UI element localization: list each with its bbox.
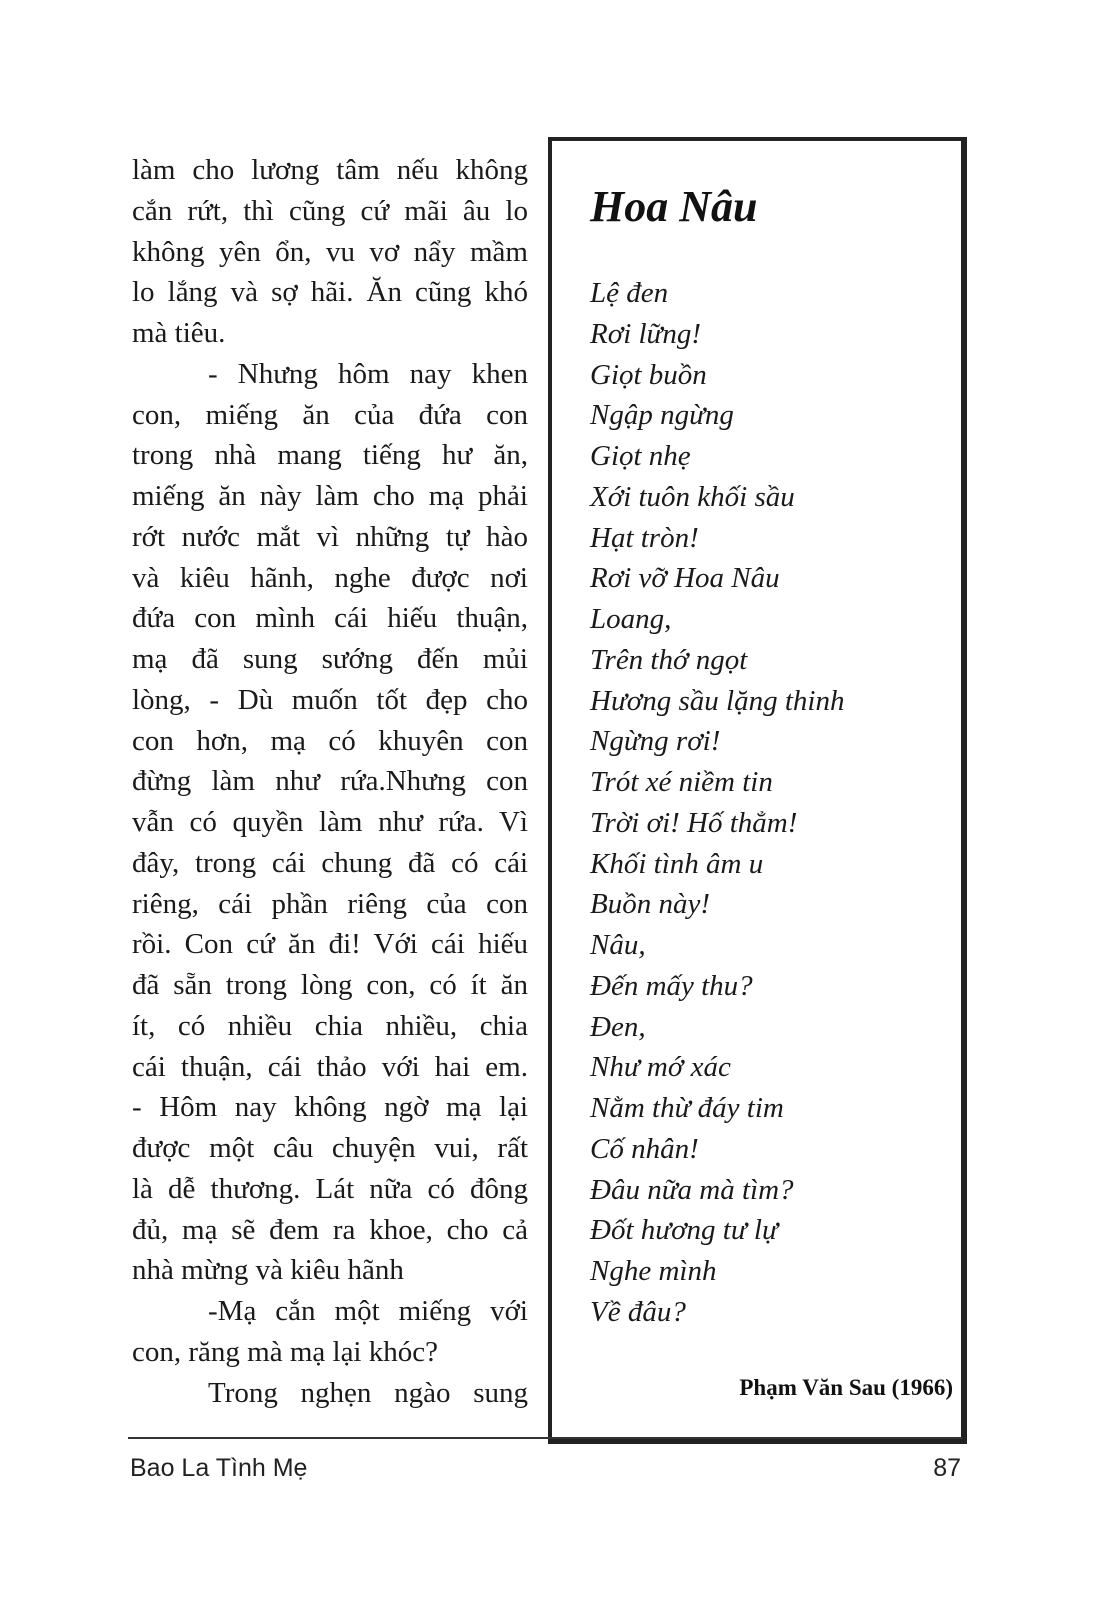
poem-line: Rơi lững!: [590, 317, 702, 350]
prose-line: không yên ổn, vu vơ nẩy mầm: [132, 235, 528, 268]
footer-divider: [128, 1437, 963, 1439]
prose-line: lòng, - Dù muốn tốt đẹp cho: [132, 683, 528, 716]
prose-line: được một câu chuyện vui, rất: [132, 1132, 528, 1164]
poem-line: Buồn này!: [590, 888, 710, 921]
poem-line: Giọt nhẹ: [590, 440, 691, 472]
poem-line: Khối tình âm u: [590, 847, 764, 880]
poem-line: Xới tuôn khối sầu: [590, 480, 795, 513]
prose-column: [132, 150, 528, 1413]
prose-line: đây, trong cái chung đã có cái: [132, 846, 528, 879]
prose-line: rồi. Con cứ ăn đi! Với cái hiếu: [132, 928, 528, 961]
prose-line: miếng ăn này làm cho mạ phải: [132, 480, 528, 512]
poem-line: Đen,: [590, 1010, 646, 1043]
prose-line: và kiêu hãnh, nghe được nơi: [132, 561, 528, 594]
poem-line: Đốt hương tư lự: [590, 1214, 778, 1247]
poem-line: Nghe mình: [590, 1255, 717, 1287]
poem-line: Trời ơi! Hố thẳm!: [590, 806, 798, 839]
prose-line: mạ đã sung sướng đến mủi: [132, 643, 528, 675]
prose-line: mà tiêu.: [132, 317, 226, 349]
poem-line: Giọt buồn: [590, 358, 707, 391]
prose-line: đủ, mạ sẽ đem ra khoe, cho cả: [132, 1213, 528, 1246]
poem-verses: [590, 273, 844, 1333]
prose-line: lo lắng và sợ hãi. Ăn cũng khó: [132, 276, 528, 309]
prose-line: Trong nghẹn ngào sung: [208, 1376, 528, 1409]
poem-box: [548, 137, 967, 1444]
poem-line: Về đâu?: [590, 1295, 686, 1328]
prose-line: đừng làm như rứa.Nhưng con: [132, 765, 528, 798]
poem-line: Đến mấy thu?: [590, 969, 753, 1002]
prose-line: con, miếng ăn của đứa con: [132, 398, 528, 431]
page-number: 87: [933, 1454, 961, 1482]
poem-line: Trót xé niềm tin: [590, 766, 773, 798]
poem-line: Ngập ngừng: [590, 399, 734, 432]
poem-line: Hạt tròn!: [590, 521, 699, 554]
prose-line: làm cho lương tâm nếu không: [132, 154, 528, 186]
prose-line: cắn rứt, thì cũng cứ mãi âu lo: [132, 194, 528, 227]
prose-line: riêng, cái phần riêng của con: [132, 887, 528, 920]
poem-line: Loang,: [590, 603, 672, 635]
poem-line: Ngừng rơi!: [590, 725, 721, 758]
poem-line: Rơi vỡ Hoa Nâu: [590, 562, 780, 595]
prose-line: - Nhưng hôm nay khen: [208, 357, 528, 390]
prose-line: trong nhà mang tiếng hư ăn,: [132, 439, 528, 472]
poem-line: Nâu,: [590, 929, 646, 961]
poem-line: Cố nhân!: [590, 1132, 699, 1165]
prose-line: đứa con mình cái hiếu thuận,: [132, 602, 528, 635]
poem-line: Như mớ xác: [590, 1051, 731, 1084]
poem-line: Nằm thừ đáy tim: [590, 1092, 784, 1124]
poem-line: Lệ đen: [590, 277, 669, 309]
footer-book-title: Bao La Tình Mẹ: [130, 1454, 308, 1482]
poem-line: Đâu nữa mà tìm?: [590, 1173, 794, 1206]
prose-line: vẫn có quyền làm như rứa. Vì: [132, 806, 528, 838]
poem-line: Hương sầu lặng thinh: [590, 684, 845, 717]
prose-line: con hơn, mạ có khuyên con: [132, 724, 528, 757]
prose-line: cái thuận, cái thảo với hai em.: [132, 1050, 528, 1083]
poem-line: Trên thớ ngọt: [590, 643, 748, 676]
prose-line: là dễ thương. Lát nữa có đông: [132, 1172, 528, 1205]
prose-line: rớt nước mắt vì những tự hào: [132, 520, 528, 553]
poem-title: Hoa Nâu: [590, 182, 758, 231]
poem-author: Phạm Văn Sau (1966): [739, 1375, 953, 1400]
prose-line: -Mạ cắn một miếng với: [208, 1295, 528, 1327]
prose-line: đã sẵn trong lòng con, có ít ăn: [132, 969, 528, 1001]
prose-line: con, răng mà mạ lại khóc?: [132, 1335, 438, 1368]
prose-line: ít, có nhiều chia nhiều, chia: [132, 1009, 528, 1042]
prose-line: - Hôm nay không ngờ mạ lại: [132, 1091, 528, 1124]
prose-line: nhà mừng và kiêu hãnh: [132, 1254, 404, 1287]
